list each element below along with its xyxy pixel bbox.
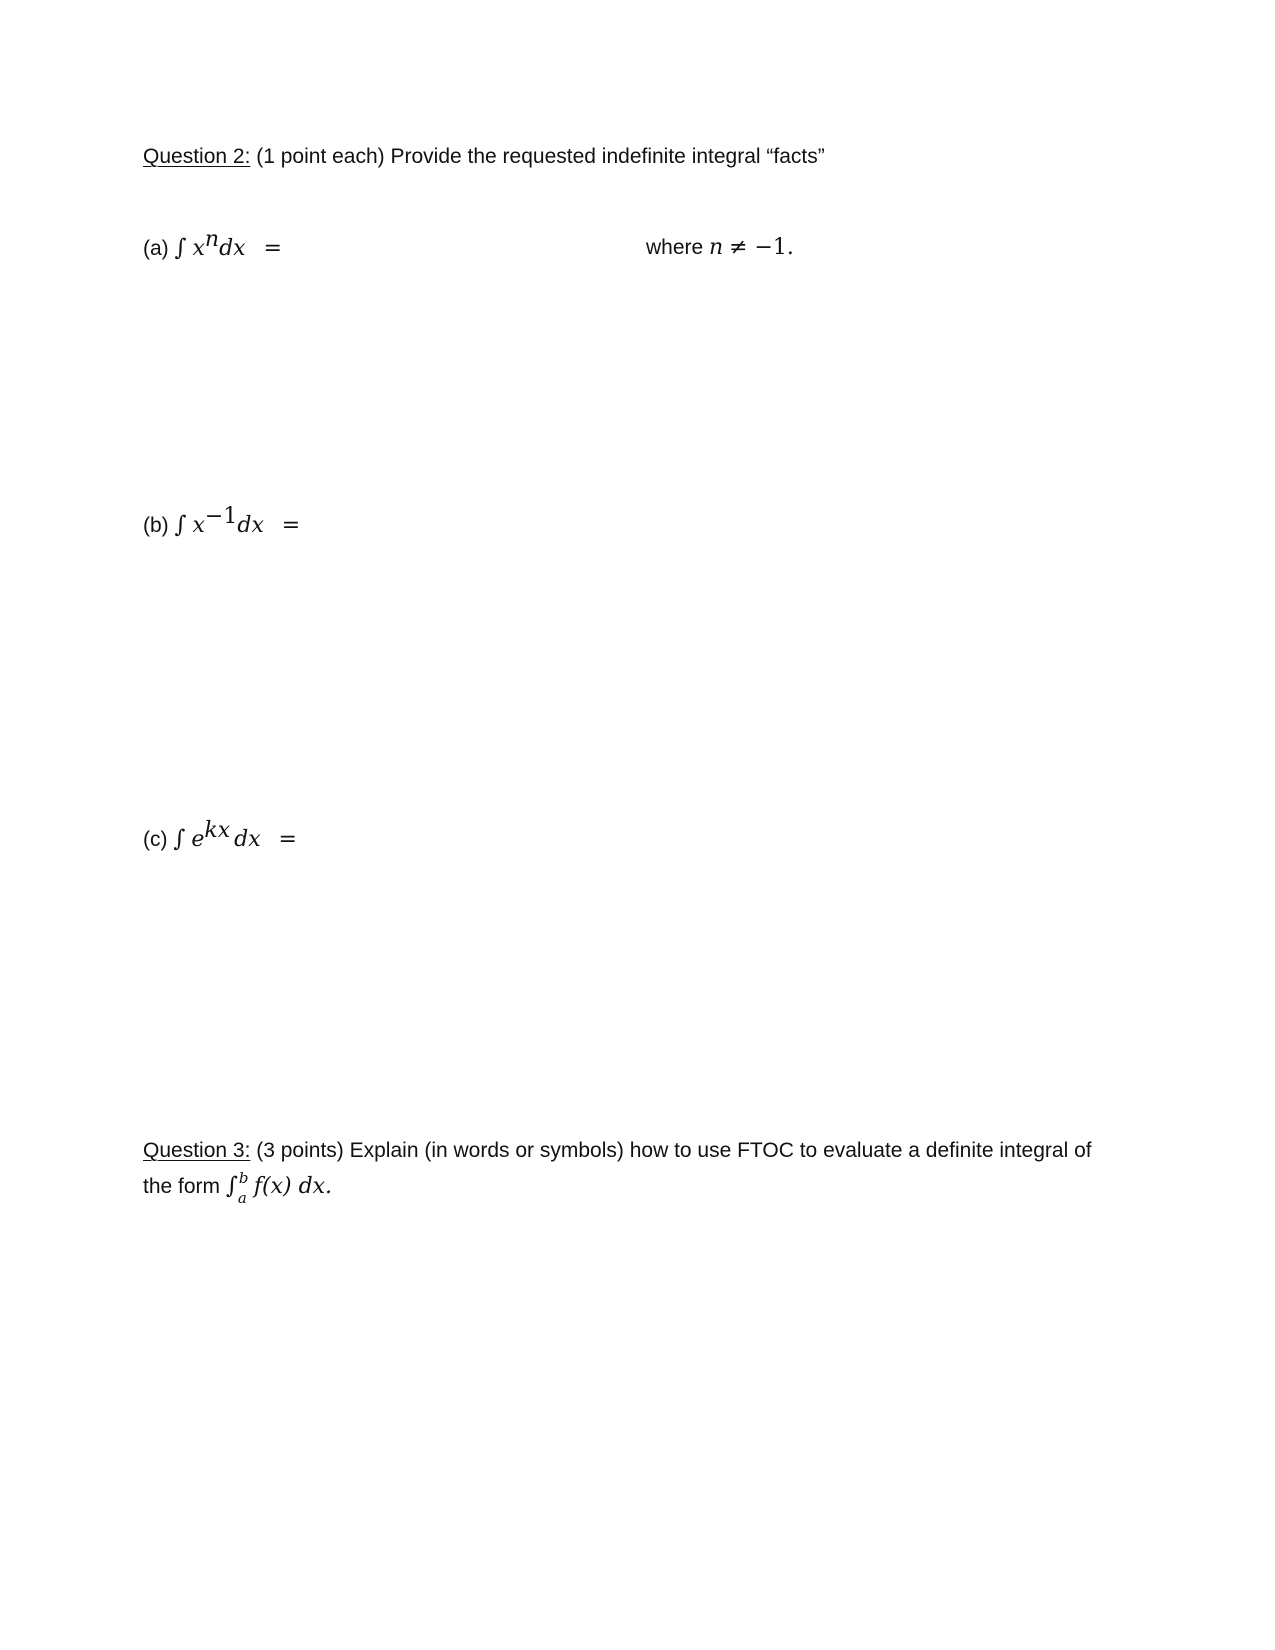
part-a-condition-word: where [646, 236, 704, 259]
part-a-integral-sign: ∫ [174, 235, 187, 261]
part-b-exponent: −1 [204, 504, 238, 529]
question-3-line2 [143, 1169, 333, 1207]
question-3-label: Question 3: [143, 1139, 251, 1162]
question-3-lower-limit: a [237, 1189, 247, 1207]
question-3-form-text: the form [143, 1175, 221, 1198]
part-a-label: (a) [143, 237, 169, 260]
part-b-label: (b) [143, 514, 169, 537]
part-a-exponent: n [204, 227, 220, 252]
part-a-condition [646, 234, 794, 262]
part-c [143, 818, 297, 854]
part-a-dx: dx [219, 236, 246, 261]
part-a-condition-var: n [709, 235, 724, 260]
part-c-equals: = [278, 827, 297, 852]
part-a-base: x [192, 236, 205, 261]
part-b [143, 504, 301, 540]
part-b-equals: = [281, 513, 301, 538]
part-b-base: x [192, 513, 205, 538]
question-2-intro: (1 point each) Provide the requested indefinite integral “facts” [256, 145, 825, 168]
part-a [143, 227, 282, 263]
question-2-heading [143, 143, 825, 171]
part-b-integral-sign: ∫ [174, 512, 187, 538]
part-b-dx: dx [237, 513, 264, 538]
part-c-dx: dx [234, 827, 261, 852]
question-3-upper-limit: b [238, 1169, 249, 1187]
question-3-line1: (3 points) Explain (in words or symbols) how to use FTOC to evaluate a definite integral of [256, 1139, 1092, 1162]
part-c-label: (c) [143, 828, 168, 851]
question-3-integral-sign: ∫ [225, 1173, 238, 1199]
question-3-integrand: f(x) dx. [253, 1174, 333, 1199]
part-c-exponent: kx [204, 818, 231, 843]
part-c-integral-sign: ∫ [173, 826, 186, 852]
part-a-condition-value: ≠ −1. [729, 235, 794, 260]
part-c-base: e [191, 827, 205, 852]
question-2-label: Question 2: [143, 145, 251, 168]
part-a-equals: = [263, 236, 282, 261]
question-3-heading [143, 1137, 1092, 1165]
